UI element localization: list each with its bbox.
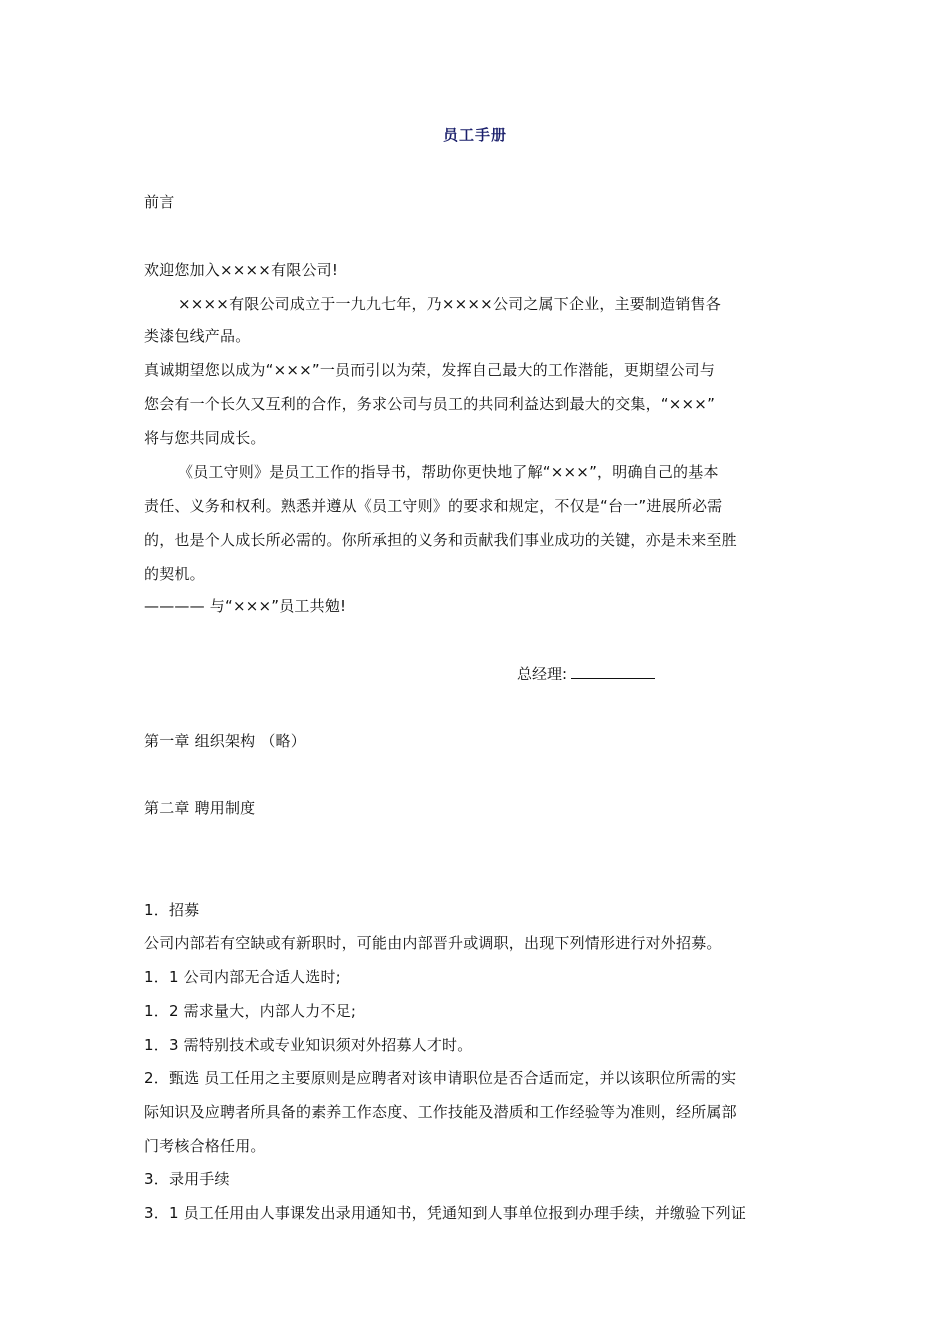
list-item: 1．1 公司内部无合适人选时; [144,968,341,986]
paragraph-line: ××××有限公司成立于一九九七年，乃××××公司之属下企业，主要制造销售各 [178,295,721,313]
preface-heading: 前言 [144,193,175,211]
welcome-line: 欢迎您加入××××有限公司! [144,261,339,279]
paragraph-line: 际知识及应聘者所具备的素养工作态度、工作技能及潜质和工作经验等为准则，经所属部 [144,1103,737,1121]
paragraph-line: 类漆包线产品。 [144,327,251,345]
list-item: 1．2 需求量大，内部人力不足; [144,1002,357,1020]
paragraph-line: 的契机。 [144,565,205,583]
signature-blank [571,664,655,679]
paragraph-line: 责任、义务和权利。熟悉并遵从《员工守则》的要求和规定，不仅是“台一”进展所必需 [144,497,723,515]
paragraph-line: 真诚期望您以成为“×××”一员而引以为荣，发挥自己最大的工作潜能，更期望公司与 [144,361,716,379]
section-heading: 1．招募 [144,901,200,919]
paragraph-line: 《员工守则》是员工工作的指导书，帮助你更快地了解“×××”，明确自己的基本 [178,463,719,481]
paragraph-line: 您会有一个长久又互利的合作，务求公司与员工的共同利益达到最大的交集，“×××” [144,395,716,413]
paragraph-line: 门考核合格任用。 [144,1137,266,1155]
motto-line: ———— 与“×××”员工共勉! [144,597,347,615]
paragraph-line: 公司内部若有空缺或有新职时，可能由内部晋升或调职，出现下列情形进行对外招募。 [144,934,722,952]
signature-block [517,664,655,684]
list-item: 1．3 需特别技术或专业知识须对外招募人才时。 [144,1036,473,1054]
list-item: 3．1 员工任用由人事课发出录用通知书，凭通知到人事单位报到办理手续，并缴验下列证 [144,1204,747,1222]
paragraph-line: 的，也是个人成长所必需的。你所承担的义务和贡献我们事业成功的关键，亦是未来至胜 [144,531,737,549]
paragraph-line: 将与您共同成长。 [144,429,266,447]
signature-label: 总经理: [517,665,568,683]
section-heading: 3．录用手续 [144,1170,230,1188]
paragraph-line: 2．甄选 员工任用之主要原则是应聘者对该申请职位是否合适而定，并以该职位所需的实 [144,1069,737,1087]
document-title: 员工手册 [442,126,507,144]
chapter-heading: 第二章 聘用制度 [144,799,256,817]
chapter-heading: 第一章 组织架构 （略） [144,732,306,750]
